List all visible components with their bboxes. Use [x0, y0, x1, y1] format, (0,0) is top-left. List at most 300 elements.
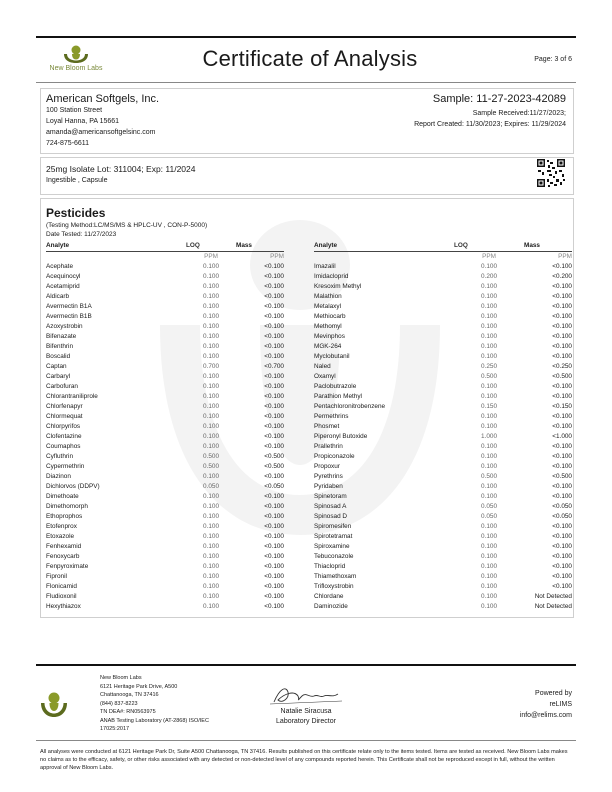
- analyte-cell: Cypermethrin: [46, 463, 85, 470]
- mass-cell: <0.500: [552, 373, 572, 380]
- loq-cell: 0.100: [203, 303, 219, 310]
- table-row: [314, 562, 572, 572]
- lab-address-line: 6121 Heritage Park Drive, A500: [100, 683, 178, 690]
- loq-cell: 0.500: [203, 463, 219, 470]
- table-row: [314, 402, 572, 412]
- analyte-cell: Chlordane: [314, 593, 344, 600]
- analyte-cell: Propoxur: [314, 463, 340, 470]
- header-analyte: Analyte: [314, 241, 454, 252]
- mass-cell: <0.500: [264, 453, 284, 460]
- loq-cell: 0.100: [203, 473, 219, 480]
- loq-cell: 0.250: [481, 363, 497, 370]
- table-row: [314, 532, 572, 542]
- header-analyte: Analyte: [46, 241, 186, 252]
- table-row: [314, 602, 572, 612]
- analyte-cell: Chlorpyrifos: [46, 423, 81, 430]
- mass-cell: <0.100: [264, 293, 284, 300]
- sample-received: Sample Received:11/27/2023;: [472, 110, 566, 117]
- analyte-cell: Pyridaben: [314, 483, 343, 490]
- qr-code-icon: [536, 158, 566, 188]
- client-city: Loyal Hanna, PA 15661: [46, 118, 120, 125]
- loq-cell: 0.100: [203, 393, 219, 400]
- loq-cell: 0.100: [203, 343, 219, 350]
- analyte-cell: Carbofuran: [46, 383, 78, 390]
- mass-cell: <0.050: [264, 483, 284, 490]
- loq-cell: 0.100: [203, 553, 219, 560]
- loq-cell: 0.100: [203, 423, 219, 430]
- analyte-cell: Chlorantraniliprole: [46, 393, 98, 400]
- analyte-cell: Acequinocyl: [46, 273, 81, 280]
- mass-cell: <0.100: [264, 303, 284, 310]
- table-row: [314, 502, 572, 512]
- loq-cell: 0.100: [481, 263, 497, 270]
- table-row: [314, 512, 572, 522]
- analyte-cell: Spinosad D: [314, 513, 348, 520]
- unit-loq: PPM: [204, 253, 218, 260]
- loq-cell: 0.050: [481, 503, 497, 510]
- table-row: [314, 582, 572, 592]
- unit-analyte: [314, 252, 454, 263]
- table-row: [46, 342, 284, 352]
- mass-cell: <0.100: [264, 443, 284, 450]
- table-row: [46, 462, 284, 472]
- unit-loq: PPM: [482, 253, 496, 260]
- loq-cell: 0.100: [481, 343, 497, 350]
- table-row: [314, 552, 572, 562]
- loq-cell: 0.100: [203, 533, 219, 540]
- mass-cell: <0.100: [552, 563, 572, 570]
- mass-cell: <0.100: [264, 313, 284, 320]
- analyte-cell: Fenoxycarb: [46, 553, 80, 560]
- loq-cell: 0.100: [481, 463, 497, 470]
- analyte-cell: Acetamiprid: [46, 283, 80, 290]
- client-name: American Softgels, Inc.: [46, 93, 160, 105]
- table-row: [314, 482, 572, 492]
- analyte-cell: Spirotetramat: [314, 533, 353, 540]
- pesticides-table-left: [46, 241, 284, 612]
- table-row: [314, 432, 572, 442]
- mass-cell: <0.100: [264, 473, 284, 480]
- analyte-cell: Hexythiazox: [46, 603, 81, 610]
- table-row: [314, 362, 572, 372]
- mass-cell: <0.100: [552, 333, 572, 340]
- table-row: [46, 522, 284, 532]
- table-row: [46, 372, 284, 382]
- mass-cell: <0.100: [552, 423, 572, 430]
- table-row: [46, 392, 284, 402]
- page-number: Page: 3 of 6: [534, 56, 572, 63]
- table-row: [46, 472, 284, 482]
- lab-address-line: Chattanooga, TN 37416: [100, 692, 159, 698]
- loq-cell: 0.100: [203, 273, 219, 280]
- mass-cell: <0.100: [552, 483, 572, 490]
- product-type: Ingestible , Capsule: [46, 177, 108, 184]
- analyte-cell: Parathion Methyl: [314, 393, 362, 400]
- loq-cell: 0.100: [203, 593, 219, 600]
- table-row: [314, 412, 572, 422]
- lab-address-line: TN DEA#: RN0563975: [100, 709, 156, 715]
- mass-cell: <0.100: [264, 603, 284, 610]
- loq-cell: 0.100: [203, 293, 219, 300]
- analyte-cell: Clofentazine: [46, 433, 82, 440]
- table-row: [46, 272, 284, 282]
- table-row: [314, 462, 572, 472]
- loq-cell: 0.100: [203, 493, 219, 500]
- table-row: [46, 402, 284, 412]
- loq-cell: 0.100: [481, 383, 497, 390]
- loq-cell: 0.500: [203, 453, 219, 460]
- loq-cell: 0.100: [203, 413, 219, 420]
- mass-cell: <0.100: [264, 573, 284, 580]
- table-row: [46, 552, 284, 562]
- mass-cell: <0.100: [264, 393, 284, 400]
- client-email: amanda@americansoftgelsinc.com: [46, 129, 156, 136]
- mass-cell: <0.100: [264, 383, 284, 390]
- analyte-cell: Spinosad A: [314, 503, 347, 510]
- analyte-cell: Ethoprophos: [46, 513, 83, 520]
- analyte-cell: Daminozide: [314, 603, 348, 610]
- analyte-cell: Fenhexamid: [46, 543, 82, 550]
- analyte-cell: Carbaryl: [46, 373, 71, 380]
- date-tested: Date Tested: 11/27/2023: [46, 231, 117, 238]
- analyte-cell: Tebuconazole: [314, 553, 354, 560]
- table-row: [46, 432, 284, 442]
- table-row: [46, 282, 284, 292]
- header-loq: LOQ: [454, 241, 524, 252]
- table-row: [46, 442, 284, 452]
- analyte-cell: Trifloxystrobin: [314, 583, 354, 590]
- mass-cell: <0.100: [552, 393, 572, 400]
- loq-cell: 0.700: [203, 363, 219, 370]
- table-row: [314, 322, 572, 332]
- analyte-cell: Chlormequat: [46, 413, 83, 420]
- mass-cell: <0.050: [552, 513, 572, 520]
- loq-cell: 0.100: [481, 333, 497, 340]
- mass-cell: <0.250: [552, 363, 572, 370]
- table-row: [46, 292, 284, 302]
- mass-cell: <0.100: [552, 383, 572, 390]
- mass-cell: <0.100: [264, 503, 284, 510]
- analyte-cell: Thiacloprid: [314, 563, 346, 570]
- lab-logo-icon: [62, 44, 90, 64]
- table-row: [314, 312, 572, 322]
- powered-by-label: Powered by: [535, 690, 572, 697]
- loq-cell: 0.100: [481, 453, 497, 460]
- loq-cell: 0.100: [481, 563, 497, 570]
- mass-cell: <0.100: [552, 313, 572, 320]
- powered-by-email: info@relims.com: [519, 712, 572, 719]
- loq-cell: 0.150: [481, 403, 497, 410]
- analyte-cell: Spinetoram: [314, 493, 347, 500]
- loq-cell: 0.100: [481, 493, 497, 500]
- loq-cell: 0.050: [481, 513, 497, 520]
- analyte-cell: Spiromesifen: [314, 523, 352, 530]
- page-title: Certificate of Analysis: [202, 46, 418, 71]
- footer-rule-bottom: [36, 740, 576, 741]
- loq-cell: 0.500: [481, 373, 497, 380]
- mass-cell: <0.050: [552, 503, 572, 510]
- mass-cell: <0.100: [264, 553, 284, 560]
- analyte-cell: Etofenprox: [46, 523, 77, 530]
- mass-cell: <0.100: [552, 323, 572, 330]
- table-row: [314, 262, 572, 272]
- analyte-cell: Fludioxonil: [46, 593, 77, 600]
- mass-cell: <0.100: [264, 593, 284, 600]
- mass-cell: <0.100: [264, 493, 284, 500]
- loq-cell: 0.100: [481, 523, 497, 530]
- loq-cell: 0.100: [481, 443, 497, 450]
- loq-cell: 0.100: [203, 503, 219, 510]
- loq-cell: 0.100: [481, 313, 497, 320]
- mass-cell: <0.100: [552, 303, 572, 310]
- lab-address-line: 17025:2017: [100, 726, 130, 732]
- mass-cell: <0.100: [264, 583, 284, 590]
- table-row: [46, 412, 284, 422]
- loq-cell: 0.100: [203, 263, 219, 270]
- analyte-cell: Mevinphos: [314, 333, 345, 340]
- analyte-cell: Cyfluthrin: [46, 453, 73, 460]
- table-row: [314, 382, 572, 392]
- signer-name: Natalie Siracusa: [280, 708, 332, 715]
- loq-cell: 0.100: [203, 383, 219, 390]
- analyte-cell: Prallethrin: [314, 443, 343, 450]
- loq-cell: 0.100: [203, 433, 219, 440]
- analyte-cell: Azoxystrobin: [46, 323, 83, 330]
- loq-cell: 0.100: [203, 323, 219, 330]
- loq-cell: 0.100: [481, 353, 497, 360]
- loq-cell: 0.100: [203, 603, 219, 610]
- mass-cell: <0.100: [552, 263, 572, 270]
- testing-method: (Testing Method:LC/MS/MS & HPLC-UV , CON-P-5000): [46, 222, 208, 229]
- mass-cell: <0.100: [264, 343, 284, 350]
- unit-analyte: [46, 252, 186, 263]
- mass-cell: <0.700: [264, 363, 284, 370]
- analyte-cell: Myclobutanil: [314, 353, 350, 360]
- mass-cell: <0.100: [552, 573, 572, 580]
- client-phone: 724-875-6611: [46, 140, 90, 147]
- mass-cell: <0.500: [264, 463, 284, 470]
- loq-cell: 0.100: [481, 593, 497, 600]
- loq-cell: 0.100: [481, 573, 497, 580]
- analyte-cell: Chlorfenapyr: [46, 403, 83, 410]
- table-row: [314, 592, 572, 602]
- table-row: [314, 282, 572, 292]
- table-row: [46, 542, 284, 552]
- table-row: [314, 292, 572, 302]
- mass-cell: <0.100: [552, 443, 572, 450]
- header-rule: [36, 82, 576, 83]
- mass-cell: <0.100: [264, 563, 284, 570]
- mass-cell: <0.100: [552, 553, 572, 560]
- table-row: [46, 302, 284, 312]
- mass-cell: Not Detected: [534, 603, 572, 610]
- analyte-cell: Methiocarb: [314, 313, 346, 320]
- table-row: [314, 572, 572, 582]
- analyte-cell: Boscalid: [46, 353, 71, 360]
- analyte-cell: Coumaphos: [46, 443, 81, 450]
- powered-by-name: reLIMS: [549, 701, 572, 708]
- table-row: [314, 442, 572, 452]
- loq-cell: 0.100: [203, 283, 219, 290]
- analyte-cell: Fenpyroximate: [46, 563, 89, 570]
- analyte-cell: Avermectin B1B: [46, 313, 92, 320]
- table-row: [314, 542, 572, 552]
- header-loq: LOQ: [186, 241, 236, 252]
- mass-cell: <0.100: [552, 463, 572, 470]
- loq-cell: 0.100: [203, 583, 219, 590]
- loq-cell: 0.100: [203, 513, 219, 520]
- analyte-cell: Malathion: [314, 293, 342, 300]
- analyte-cell: Captan: [46, 363, 67, 370]
- loq-cell: 0.100: [203, 543, 219, 550]
- mass-cell: <0.100: [264, 423, 284, 430]
- table-row: [314, 392, 572, 402]
- analyte-cell: Dimethomorph: [46, 503, 88, 510]
- table-row: [46, 602, 284, 612]
- table-row: [314, 472, 572, 482]
- loq-cell: 0.100: [203, 443, 219, 450]
- table-row: [46, 512, 284, 522]
- table-row: [314, 492, 572, 502]
- mass-cell: <0.100: [552, 583, 572, 590]
- mass-cell: Not Detected: [534, 593, 572, 600]
- table-row: [46, 492, 284, 502]
- lab-logo: [36, 44, 116, 74]
- table-row: [314, 332, 572, 342]
- analyte-cell: Aldicarb: [46, 293, 70, 300]
- table-row: [314, 372, 572, 382]
- loq-cell: 0.100: [481, 303, 497, 310]
- analyte-cell: Avermectin B1A: [46, 303, 92, 310]
- mass-cell: <0.100: [552, 343, 572, 350]
- mass-cell: <0.100: [264, 263, 284, 270]
- analyte-cell: Fipronil: [46, 573, 67, 580]
- loq-cell: 0.100: [481, 583, 497, 590]
- signature-image: [266, 684, 346, 708]
- mass-cell: <0.100: [552, 543, 572, 550]
- mass-cell: <0.100: [264, 283, 284, 290]
- product-box: [40, 157, 574, 195]
- mass-cell: <0.150: [552, 403, 572, 410]
- analyte-cell: Pyrethrins: [314, 473, 343, 480]
- table-row: [46, 452, 284, 462]
- loq-cell: 0.100: [481, 293, 497, 300]
- analyte-cell: Bifenthrin: [46, 343, 73, 350]
- analyte-cell: Flonicamid: [46, 583, 77, 590]
- mass-cell: <0.100: [552, 413, 572, 420]
- table-row: [46, 502, 284, 512]
- analyte-cell: Phosmet: [314, 423, 340, 430]
- footer-rule-top: [36, 664, 576, 666]
- loq-cell: 0.100: [481, 533, 497, 540]
- client-street: 100 Station Street: [46, 107, 103, 114]
- unit-mass: PPM: [558, 253, 572, 260]
- analyte-cell: Kresoxim Methyl: [314, 283, 362, 290]
- mass-cell: <0.500: [552, 473, 572, 480]
- analyte-cell: Metalaxyl: [314, 303, 341, 310]
- report-created: Report Created: 11/30/2023; Expires: 11/29/2024: [414, 121, 566, 128]
- table-row: [46, 352, 284, 362]
- table-row: [46, 322, 284, 332]
- analyte-cell: Acephate: [46, 263, 74, 270]
- mass-cell: <0.100: [552, 493, 572, 500]
- table-row: [314, 422, 572, 432]
- loq-cell: 1.000: [481, 433, 497, 440]
- mass-cell: <0.100: [264, 533, 284, 540]
- lab-address-line: (844) 837-8223: [100, 700, 138, 707]
- analyte-cell: Permethrins: [314, 413, 349, 420]
- mass-cell: <0.100: [264, 413, 284, 420]
- analyte-cell: Piperonyl Butoxide: [314, 433, 368, 440]
- loq-cell: 0.100: [481, 413, 497, 420]
- header-mass: Mass: [524, 241, 572, 252]
- table-row: [314, 302, 572, 312]
- loq-cell: 0.100: [481, 553, 497, 560]
- table-row: [314, 272, 572, 282]
- disclaimer-text: All analyses were conducted at 6121 Heritage Park Dr, Suite A500 Chattanooga, TN 37416. Results published on this certificate relate only to the items tested. Items are tested as received. New Bloom Labs makes no claims as to the efficacy, safety, or other risks associated with any detected or non-detected level of any compounds reported herein. This Certificate shall not be reproduced except in full, without the written approval of New Bloom Labs.: [40, 749, 568, 772]
- table-row: [314, 452, 572, 462]
- loq-cell: 0.100: [481, 543, 497, 550]
- loq-cell: 0.100: [481, 603, 497, 610]
- mass-cell: <0.100: [552, 533, 572, 540]
- mass-cell: <0.100: [552, 283, 572, 290]
- analyte-cell: Dimethoate: [46, 493, 79, 500]
- analyte-cell: Thiamethoxam: [314, 573, 357, 580]
- unit-mass: PPM: [270, 253, 284, 260]
- analyte-cell: MGK-264: [314, 343, 342, 350]
- loq-cell: 0.100: [481, 483, 497, 490]
- table-row: [46, 422, 284, 432]
- mass-cell: <0.100: [264, 323, 284, 330]
- table-row: [314, 522, 572, 532]
- analyte-cell: Propiconazole: [314, 453, 355, 460]
- analyte-cell: Paclobutrazole: [314, 383, 357, 390]
- mass-cell: <0.100: [264, 273, 284, 280]
- mass-cell: <0.100: [552, 353, 572, 360]
- mass-cell: <0.100: [264, 543, 284, 550]
- table-row: [46, 362, 284, 372]
- mass-cell: <0.100: [264, 433, 284, 440]
- footer-lab-logo-icon: [40, 690, 68, 718]
- product-name: 25mg Isolate Lot: 311004; Exp: 11/2024: [46, 164, 196, 174]
- signer-title: Laboratory Director: [276, 718, 336, 725]
- mass-cell: <0.200: [552, 273, 572, 280]
- loq-cell: 0.100: [203, 373, 219, 380]
- lab-logo-text: New Bloom Labs: [49, 65, 103, 72]
- analyte-cell: Pentachloronitrobenzene: [314, 403, 386, 410]
- analyte-cell: Imidacloprid: [314, 273, 349, 280]
- analyte-cell: Bifenazate: [46, 333, 77, 340]
- loq-cell: 0.100: [203, 333, 219, 340]
- table-row: [46, 382, 284, 392]
- table-row: [46, 582, 284, 592]
- analyte-cell: Naled: [314, 363, 331, 370]
- table-row: [46, 312, 284, 322]
- mass-cell: <0.100: [264, 403, 284, 410]
- loq-cell: 0.500: [481, 473, 497, 480]
- mass-cell: <0.100: [264, 513, 284, 520]
- analyte-cell: Dichlorvos (DDPV): [46, 483, 100, 490]
- mass-cell: <0.100: [552, 453, 572, 460]
- pesticides-table-right: [314, 241, 572, 612]
- header-mass: Mass: [236, 241, 284, 252]
- analyte-cell: Oxamyl: [314, 373, 336, 380]
- table-row: [46, 482, 284, 492]
- table-row: [46, 262, 284, 272]
- mass-cell: <0.100: [264, 353, 284, 360]
- loq-cell: 0.100: [481, 323, 497, 330]
- section-title: Pesticides: [46, 206, 106, 220]
